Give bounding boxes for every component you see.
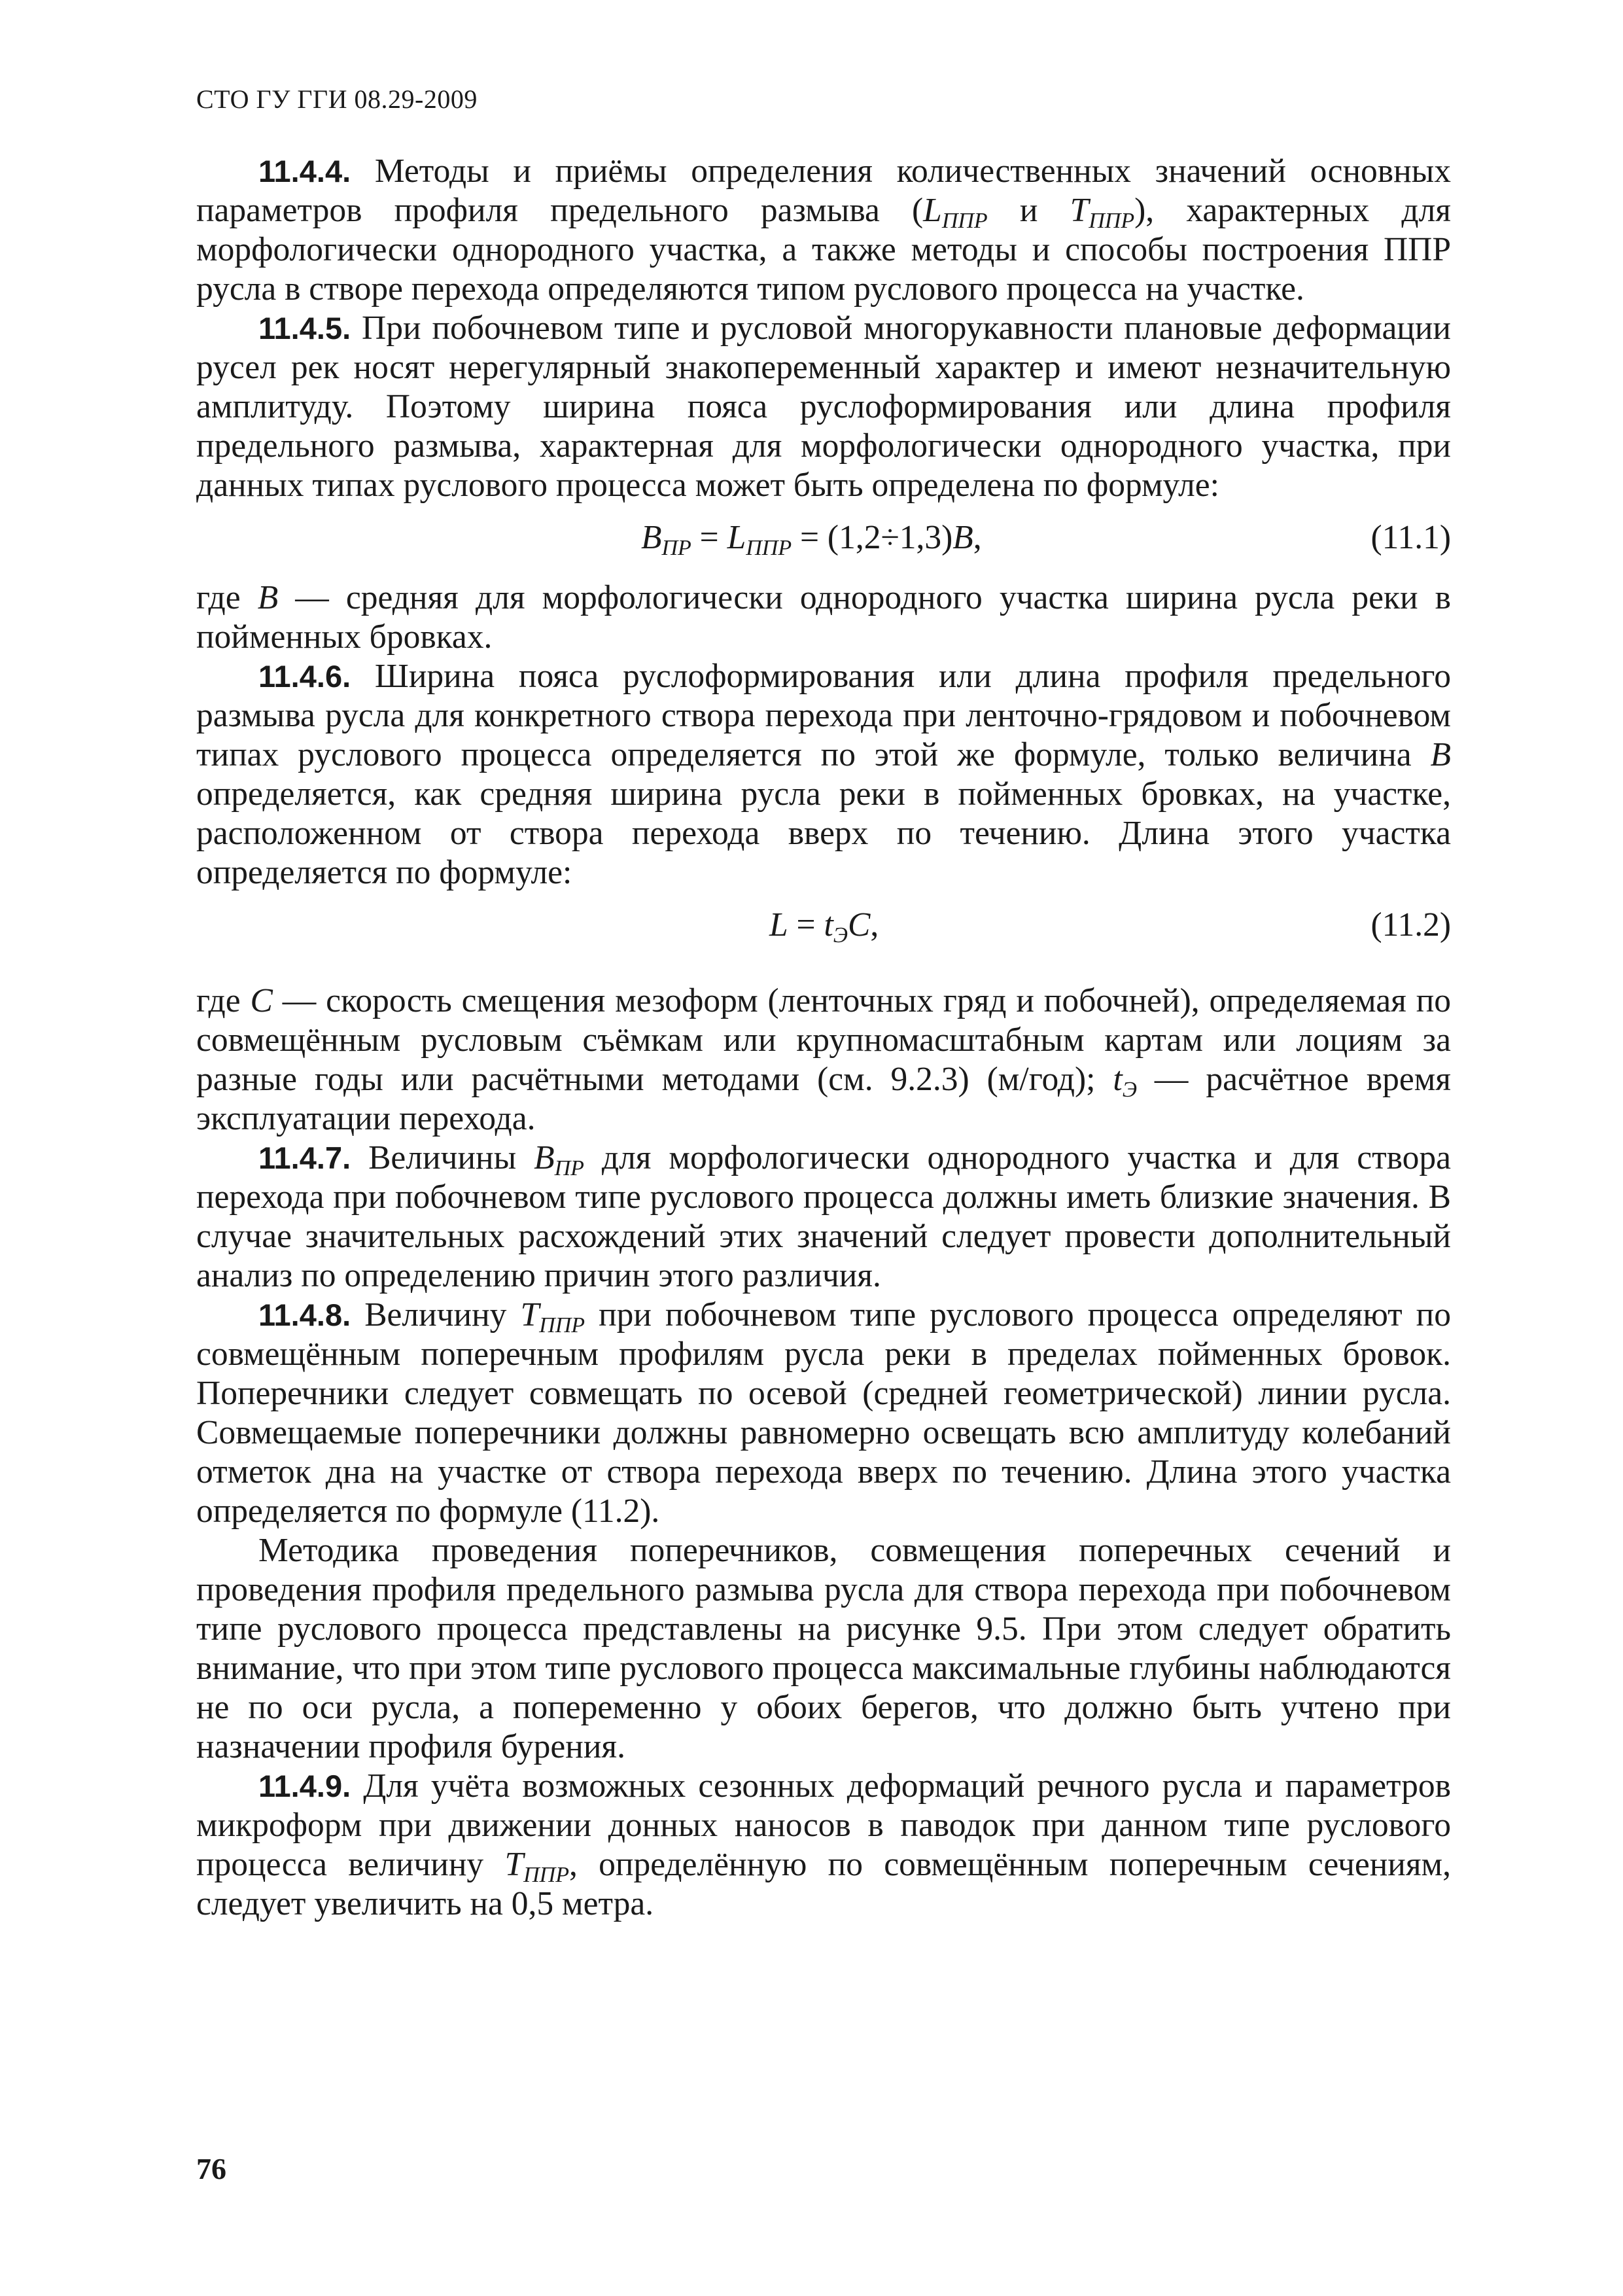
document-code-header: СТО ГУ ГГИ 08.29-2009: [196, 84, 478, 114]
section-text: Величину: [351, 1296, 521, 1333]
formula-comma: ,: [870, 906, 879, 944]
section-11-4-8: [196, 1296, 1451, 1531]
subscript-pr: ПР: [661, 536, 691, 560]
symbol-T: T: [504, 1846, 524, 1883]
symbol-B: B: [641, 519, 662, 556]
formula-11-1: [196, 513, 1451, 569]
subscript-ppr: ППР: [746, 536, 792, 560]
document-body: [196, 152, 1451, 1924]
section-text: , определённую по совмещённым поперечным сечениям, следует увеличить на 0,5 метра.: [196, 1846, 1452, 1922]
section-number: 11.4.5.: [258, 311, 351, 345]
section-text: При побочневом типе и русловой многорукавности плановые деформации русел рек носят нерегулярный знакопеременный характер и имеют незначительную амплитуду. Поэтому ширина пояса руслоформирования или длина профиля предельного размыва, характерная для морфологически однородного участка, при данных типах руслового процесса может быть определена по формуле:: [196, 309, 1451, 504]
equals-sign: =: [691, 519, 727, 556]
symbol-T: T: [520, 1296, 540, 1333]
section-11-4-9: [196, 1767, 1451, 1924]
formula-coefficient: = (1,2÷1,3): [792, 519, 953, 556]
section-text: и: [987, 192, 1070, 229]
formula-expression: [769, 906, 879, 945]
symbol-L: L: [727, 519, 746, 556]
section-11-4-4: [196, 152, 1451, 309]
section-text: для морфологически однородного участка и для створа перехода при побочневом типе руслового процесса должны иметь близкие значения. В случае значительных расхождений этих значений следует провести дополнительный анализ по определению причин этого различия.: [196, 1139, 1451, 1294]
section-number: 11.4.6.: [258, 659, 351, 694]
equals-sign: =: [788, 906, 824, 944]
symbol-C: C: [250, 982, 273, 1019]
symbol-B: B: [534, 1139, 555, 1176]
formula-comma: ,: [973, 519, 982, 556]
section-text: ), характерных для морфологически однородного участка, а также методы и способы построения ППР русла в створе перехода определяются типом руслового процесса на участке.: [196, 192, 1451, 308]
formula-11-2: [196, 900, 1451, 972]
section-text: определяется, как средняя ширина русла реки в пойменных бровках, на участке, расположенном от створа перехода вверх по течению. Длина этого участка определяется по формуле:: [196, 775, 1451, 891]
section-11-4-7: [196, 1139, 1451, 1296]
symbol-C: C: [848, 906, 871, 944]
section-number: 11.4.4.: [258, 154, 351, 188]
section-text: Величины: [351, 1139, 534, 1176]
where-label: где: [196, 579, 258, 616]
formula-number: (11.2): [1370, 906, 1451, 944]
where-clause-C: [196, 981, 1451, 1139]
subscript-pr: ПР: [554, 1156, 584, 1180]
subscript-ppr: ППР: [539, 1313, 585, 1337]
subscript-e: Э: [833, 923, 848, 947]
section-number: 11.4.7.: [258, 1140, 351, 1175]
section-text: Для учёта возможных сезонных деформаций речного русла и параметров микроформ при движении донных наносов в паводок при данном типе руслового процесса величину: [196, 1767, 1451, 1883]
where-text: — средняя для морфологически однородного участка ширина русла реки в пойменных бровках.: [196, 579, 1451, 656]
where-text: — расчётное время эксплуатации перехода.: [196, 1061, 1451, 1137]
subscript-e: Э: [1122, 1078, 1137, 1102]
symbol-t: t: [824, 906, 833, 944]
formula-number: (11.1): [1370, 519, 1451, 556]
formula-expression: [641, 518, 982, 560]
section-text: при побочневом типе руслового процесса определяют по совмещённым поперечным профилям русла реки в пределах пойменных бровок. Поперечники следует совмещать по осевой (средней геометрической) линии русла. Совмещаемые поперечники должны равномерно освещать всю амплитуду колебаний отметок дна на участке от створа перехода вверх по течению. Длина этого участка определяется по формуле (11.2).: [196, 1296, 1451, 1530]
section-11-4-6: [196, 657, 1451, 892]
symbol-B: B: [257, 579, 279, 616]
page-number: 76: [196, 2152, 226, 2185]
subscript-ppr: ППР: [1089, 209, 1135, 233]
paragraph-methodology: Методика проведения поперечников, совмещения поперечных сечений и проведения профиля предельного размыва русла для створа перехода при побочневом типе руслового процесса представлены на рисунке 9.5. При этом следует обратить внимание, что при этом типе руслового процесса максимальные глубины наблюдаются не по оси русла, а попеременно у обоих берегов, что должно быть учтено при назначении профиля бурения.: [196, 1532, 1451, 1765]
symbol-B: B: [1430, 736, 1451, 773]
where-clause-B: [196, 578, 1451, 657]
where-label: где: [196, 982, 251, 1019]
section-text: Ширина пояса руслоформирования или длина профиля предельного размыва русла для конкретного створа перехода при ленточно-грядовом и побочневом типах руслового процесса определяется по этой же формуле, только величина: [196, 658, 1451, 773]
section-number: 11.4.8.: [258, 1298, 351, 1332]
where-text: — скорость смещения мезоформ (ленточных гряд и побочней), определяемая по совмещённым русловым съёмкам или крупномасштабным картам или лоциям за разные годы или расчётными методами (см. 9.2.3) (м/год);: [196, 982, 1452, 1098]
subscript-ppr: ППР: [523, 1863, 570, 1887]
symbol-T: T: [1070, 192, 1089, 229]
symbol-B: B: [952, 519, 973, 556]
symbol-t: t: [1113, 1061, 1123, 1098]
section-11-4-5: [196, 309, 1451, 505]
section-number: 11.4.9.: [258, 1769, 351, 1803]
symbol-L: L: [769, 906, 788, 944]
subscript-ppr: ППР: [941, 209, 988, 233]
section-text: Методы и приёмы определения количественных значений основных параметров профиля предельного размыва (: [196, 152, 1451, 229]
symbol-L: L: [923, 192, 942, 229]
